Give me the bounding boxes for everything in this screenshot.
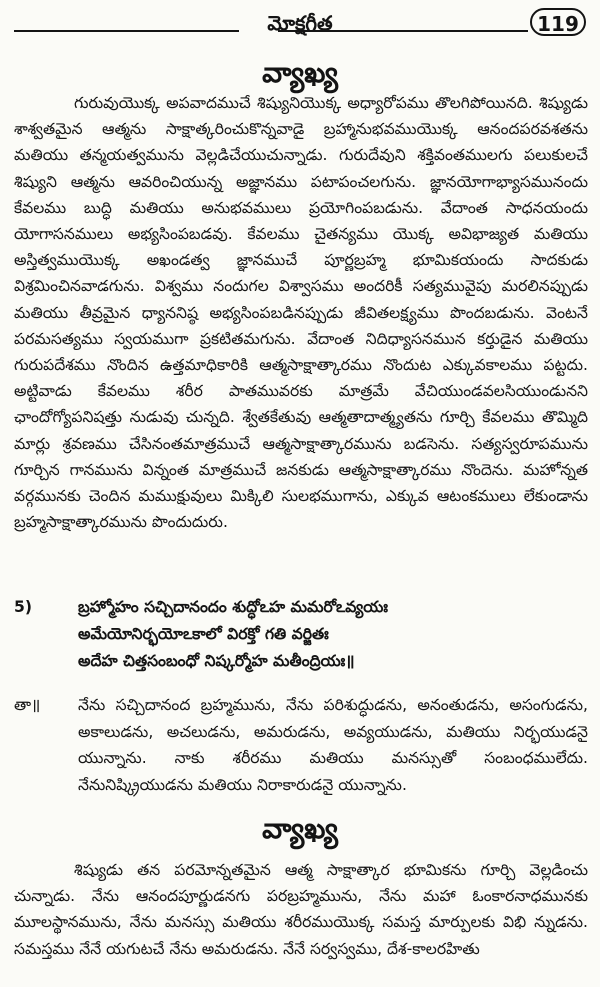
verse-line: అదేహ చిత్తసంబంధో నిష్కర్మోహ మతీంద్రియః॥ bbox=[78, 652, 355, 670]
page-number: 119 bbox=[530, 8, 586, 36]
verse-number: 5) bbox=[14, 598, 32, 616]
header-rule-left bbox=[14, 30, 239, 32]
section-heading: వ్యాఖ్య bbox=[262, 56, 338, 89]
meaning-label: తా॥ bbox=[14, 696, 41, 714]
verse-lines bbox=[78, 594, 588, 675]
book-title: మోక్షగీత bbox=[267, 11, 333, 35]
verse-line: బ్రహ్మోహం సచ్చిదానందం శుద్ధోఽహ మమరోఽవ్యయః bbox=[78, 598, 388, 616]
verse-line: అమేయోనిర్భయోఽకాలో విరక్తో గతి వర్జితః bbox=[78, 625, 329, 643]
commentary-paragraph: గురువుయొక్క అపవాదముచే శిష్యునియొక్క అధ్యారోపము తొలగిపోయినది. శిష్యుడు శాశ్వతమైన ఆత్మను సాక్షాత్కరించుకొన్నవాడై బ్రహ్మానుభవముయొక్క ఆనందపరవశతను మతియు తన్మయత్వమును వెల్లడిచేయుచున్నాడు. గురుదేవుని శక్తివంతములగు పలుకులచే శిష్యుని ఆత్మను ఆవరించియున్న అజ్ఞానము పటాపంచలగును. జ్ఞానయోగాభ్యాసమునందు కేవలము బుద్ధి మతియు అనుభవములు ప్రయోగింపబడును. వేదాంత సాధనయందు యోగాసనములు అభ్యసింపబడవు. కేవలము చైతన్యము యొక్క అవిభాజ్యత మతియు అస్తిత్వముయొక్క అఖండత్వ జ్ఞానముచే పూర్ణబ్రహ్మ భూమికయందు సాదకుడు విశ్రమించినవాడగును. విశ్వము నందుగల విశ్వాసము అందరికీ సత్యమువైపు మరలినప్పుడు మతియు తీవ్రమైన ధ్యాననిష్ఠ అభ్యసింపబడినప్పుడు జీవితలక్ష్యము పొందబడును. వెంటనే పరమసత్యము స్వయముగా ప్రకటితమగును. వేదాంత నిదిధ్యాసనమున కర్తుడైన మతియు గురుపదేశము నొందిన ఉత్తమాధికారికి ఆత్మసాక్షాత్కారము నొందుట ఎక్కువకాలము పట్టదు. అట్టివాడు కేవలము శరీర పాతమువరకు మాత్రమే వేచియుండవలసియుండునని ఛాందోగ్యోపనిషత్తు నుడువు చున్నది. శ్వేతకేతువు ఆత్మతాదాత్మ్యతను గూర్చి కేవలము తొమ్మిది మార్లు శ్రవణము చేసినంతమాత్రముచే ఆత్మసాక్షాత్కారమును బడసెను. సత్యస్వరూపమును గూర్చిన గానమును విన్నంత మాత్రముచే జనకుడు ఆత్మసాక్షాత్కారము నొందెను. మహోన్నత వర్గమునకు చెందిన మముక్షువులు మిక్కిలి సులభముగాను, ఎక్కువ ఆటంకములు లేకుండాను బ్రహ్మసాక్షాత్కారమును పొందుదురు. bbox=[14, 94, 588, 532]
meaning-text: నేను సచ్చిదానంద బ్రహ్మమును, నేను పరిశుద్ధుడను, అనంతుడను, అసంగుడను, అకాలుడను, అచలుడను, అమరుడను, అవ్యయుడను, మతియు నిర్భయుడనై యున్నాను. నాకు శరీరము మతియు మనస్సుతో సంబంధములేదు. నేనునిష్క్రియుడను మతియు నిరాకారుడనై యున్నాను. bbox=[78, 696, 588, 794]
section-heading: వ్యాఖ్య bbox=[262, 812, 338, 845]
header-rule-right bbox=[278, 30, 528, 32]
commentary-paragraph: శిష్యుడు తన పరమోన్నతమైన ఆత్మ సాక్షాత్కార భూమికను గూర్చి వెల్లడించు చున్నాడు. నేను ఆనందపూర్ణుడనగు పరబ్రహ్మమును, నేను మహా ఓంకారనాధమునకు మూలస్థానమును, నేను మనస్సు మతియు శరీరముయొక్క సమస్త మార్పులకు విభి న్నుడను. సమస్తము నేనే యగుటచే నేను అమరుడను. నేనే సర్వస్వము, దేశ-కాలరహితు bbox=[14, 861, 588, 958]
page-header bbox=[14, 8, 586, 40]
